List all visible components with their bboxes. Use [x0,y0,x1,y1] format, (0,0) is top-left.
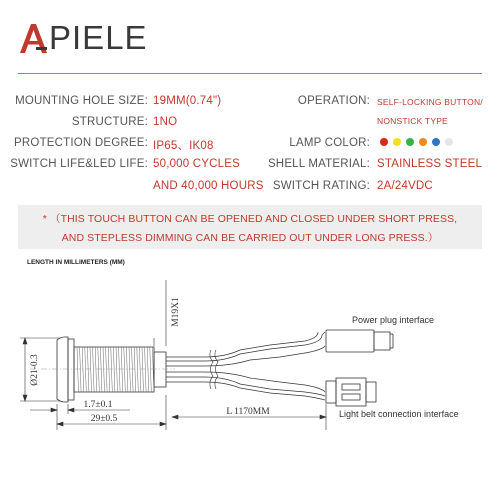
power-plug [326,330,393,352]
spec-label-lamp: LAMP COLOR: [289,137,370,149]
spec-value-mounting: 19MM(0.74") [153,95,222,107]
spec-value-operation-2: NONSTICK TYPE [377,116,448,126]
spec-label-structure: STRUCTURE: [71,116,148,128]
spec-label-operation: OPERATION: [297,95,370,107]
dim-head: 1.7±0.1 [83,400,113,410]
notice-line-2: AND STEPLESS DIMMING CAN BE CARRIED OUT UNDER LONG PRESS.） [61,232,439,244]
spec-label-life: SWITCH LIFE&LED LIFE: [10,158,148,170]
spec-value-shell: STAINLESS STEEL [377,158,483,170]
spec-value-life-cycles: 50,000 CYCLES [153,158,240,170]
spec-value-life-hours: AND 40,000 HOURS [153,180,264,192]
brand-name: PIELE [49,19,148,56]
power-plug-label: Power plug interface [352,315,435,325]
button-head [57,337,68,402]
spec-value-operation-1: SELF-LOCKING BUTTON/ [377,97,483,107]
spec-label-mounting: MOUNTING HOLE SIZE: [15,95,148,107]
cable-bundle [166,332,325,400]
spec-label-protection: PROTECTION DEGREE: [14,137,148,149]
dim-body: 29±0.5 [90,414,118,424]
spec-value-protection: IP65、IK08 [153,140,214,152]
thread-lines [77,347,154,392]
spec-label-shell: SHELL MATERIAL: [267,158,370,170]
light-belt-label: Light belt connection interface [339,409,459,419]
spec-label-rating: SWITCH RATING: [272,180,370,192]
dim-cable-length: L 1170MM [226,407,270,417]
notice-line-1: * （THIS TOUCH BUTTON CAN BE OPENED AND CLOSED UNDER SHORT PRESS, [42,213,458,225]
light-belt-connector [326,378,376,406]
spec-value-structure: 1NO [153,116,178,128]
dim-diameter: Ø21-0.3 [30,354,40,386]
dim-thread: M19X1 [171,297,181,327]
length-unit-label: LENGTH IN MILLIMETERS (MM) [27,259,125,266]
button-nut [68,339,74,400]
spec-value-rating: 2A/24VDC [377,180,433,192]
